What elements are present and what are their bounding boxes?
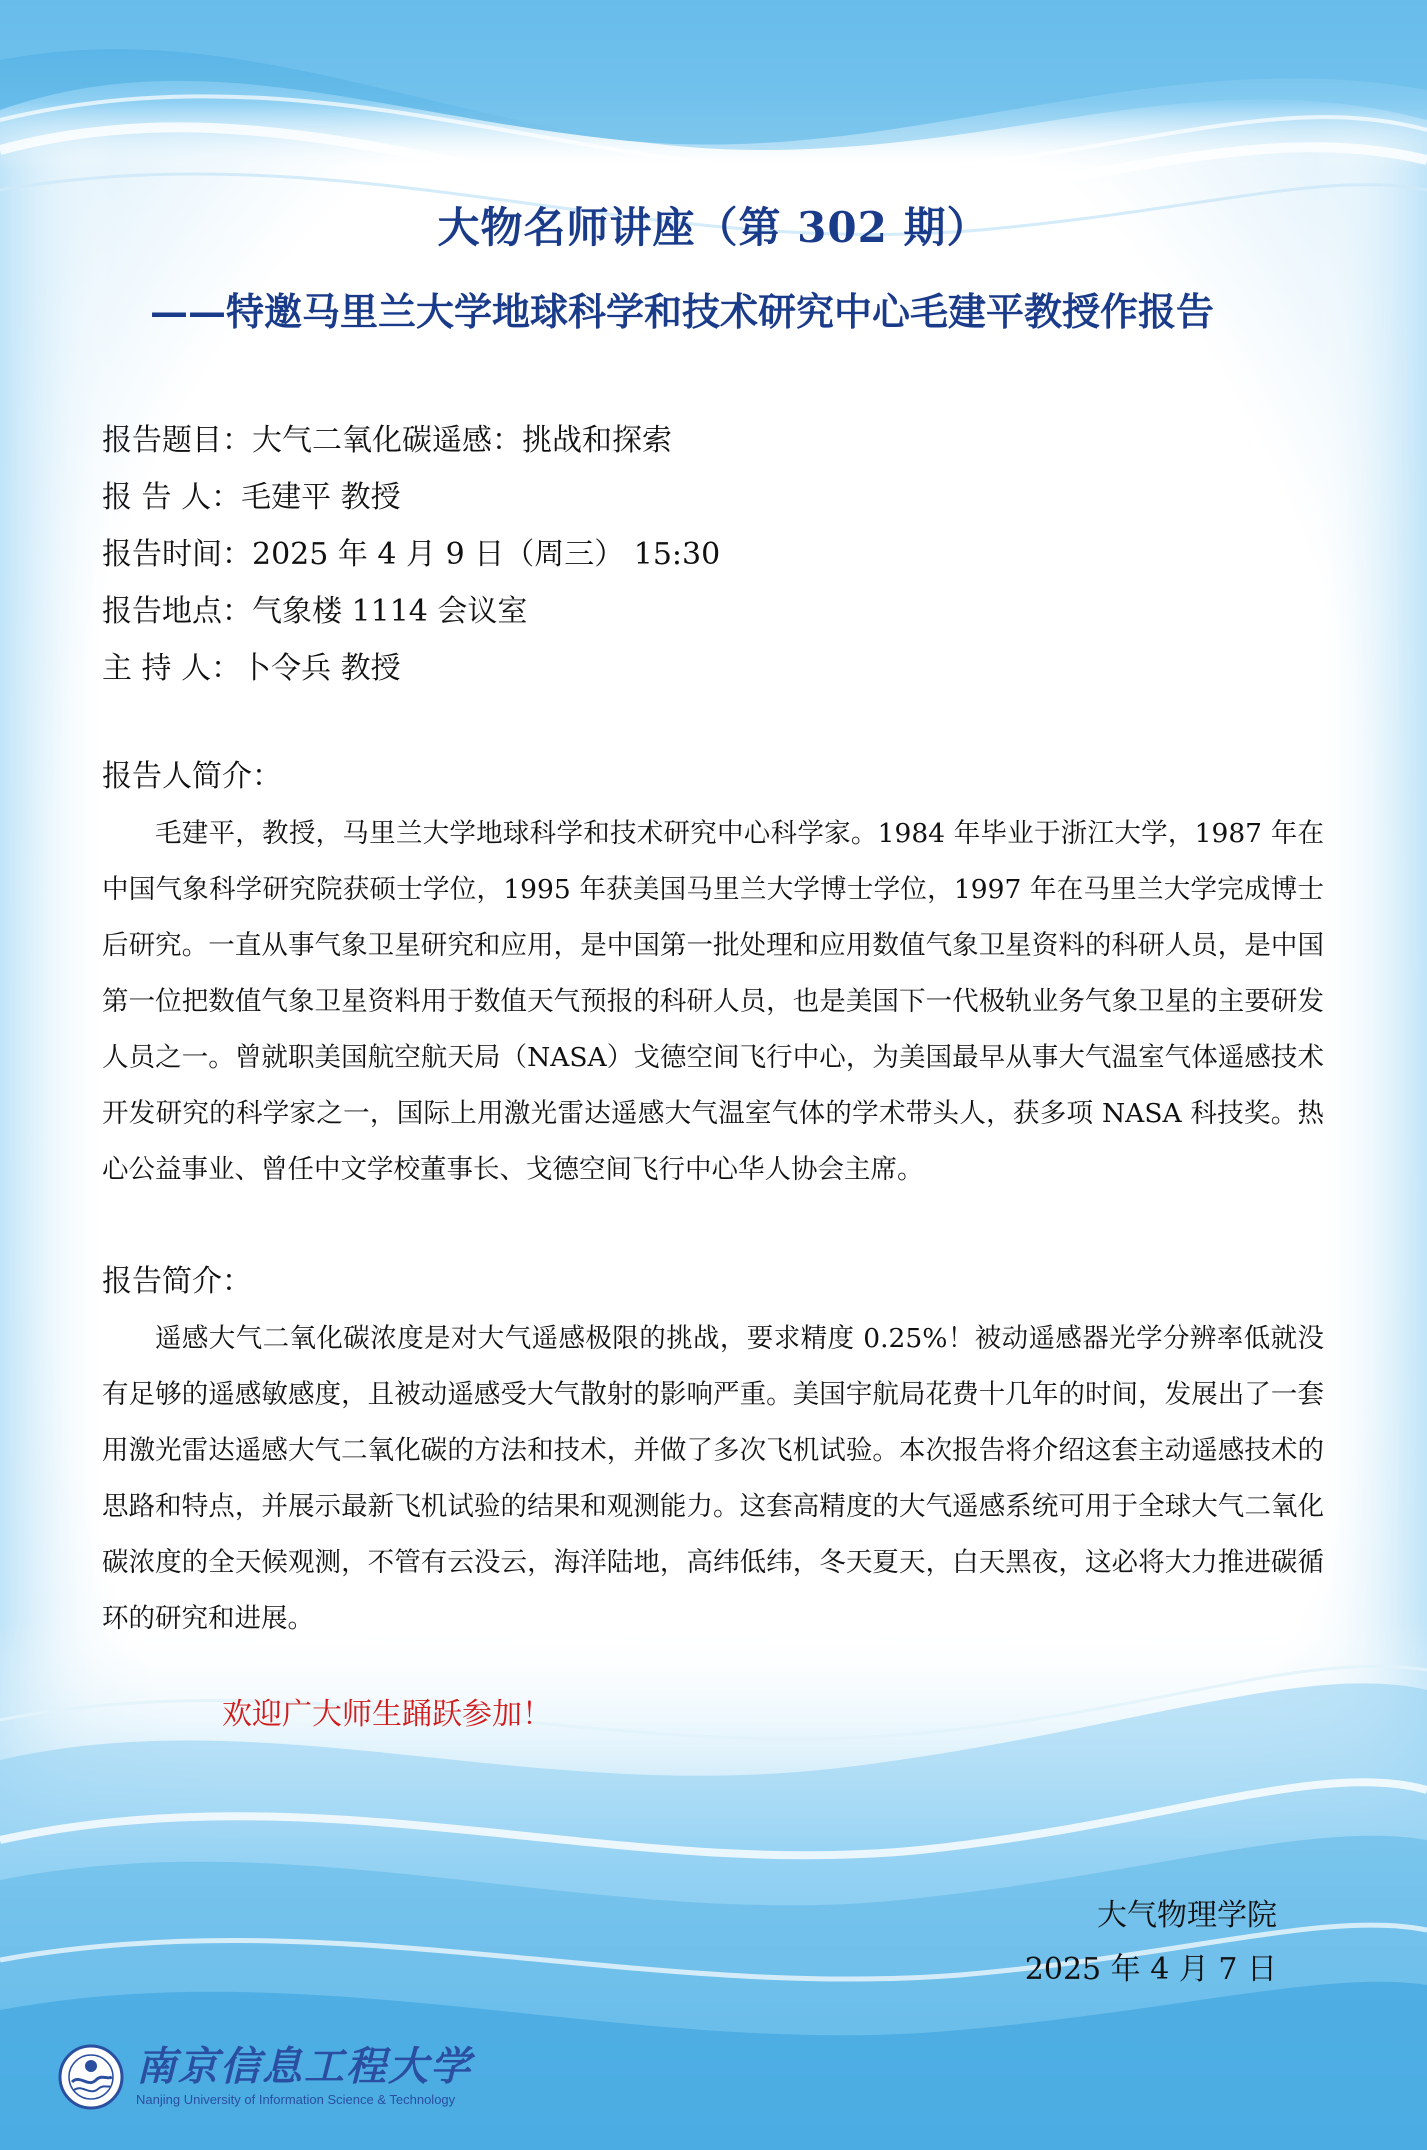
page-subtitle: ——特邀马里兰大学地球科学和技术研究中心毛建平教授作报告	[150, 289, 1215, 334]
welcome-message: 欢迎广大师生踊跃参加！	[222, 1697, 552, 1732]
info-host: 主 持 人：卜令兵 教授	[102, 651, 401, 686]
talk-abstract-text: 遥感大气二氧化碳浓度是对大气遥感极限的挑战，要求精度 0.25%！被动遥感器光学分辨率低就没有足够的遥感敏感度，且被动遥感受大气散射的影响严重。美国宇航局花费十几年的时间，发展出了一套用激光雷达遥感大气二氧化碳的方法和技术，并做了多次飞机试验。本次报告将介绍这套主动遥感技术的思路和特点，并展示最新飞机试验的结果和观测能力。这套高精度的大气遥感系统可用于全球大气二氧化碳浓度的全天候观测，不管有云没云，海洋陆地，高纬低纬，冬天夏天，白天黑夜，这必将大力推进碳循环的研究和进展。	[102, 1323, 1324, 1634]
lecture-info	[102, 412, 1332, 697]
university-emblem-icon	[58, 2044, 124, 2110]
university-name-cn: 南京信息工程大学	[136, 2043, 472, 2090]
university-name-en: Nanjing University of Information Science & Technology	[136, 2092, 456, 2107]
info-location: 报告地点：气象楼 1114 会议室	[102, 594, 528, 629]
signature-date: 2025 年 4 月 7 日	[1024, 1952, 1277, 1987]
talk-abstract-heading: 报告简介：	[102, 1264, 252, 1299]
speaker-bio-text: 毛建平，教授，马里兰大学地球科学和技术研究中心科学家。1984 年毕业于浙江大学，1987 年在中国气象科学研究院获硕士学位，1995 年获美国马里兰大学博士学位，1997 年在马里兰大学完成博士后研究。一直从事气象卫星研究和应用，是中国第一批处理和应用数值气象卫星资料的科研人员，是中国第一位把数值气象卫星资料用于数值天气预报的科研人员，也是美国下一代极轨业务气象卫星的主要研发人员之一。曾就职美国航空航天局（NASA）戈德空间飞行中心，为美国最早从事大气温室气体遥感技术开发研究的科学家之一，国际上用激光雷达遥感大气温室气体的学术带头人，获多项 NASA 科技奖。热心公益事业、曾任中文学校董事长、戈德空间飞行中心华人协会主席。	[102, 818, 1324, 1185]
page-title: 大物名师讲座（第 302 期）	[437, 203, 990, 252]
info-time: 报告时间：2025 年 4 月 9 日（周三） 15:30	[102, 537, 721, 572]
university-logo	[58, 2040, 478, 2120]
info-speaker: 报 告 人：毛建平 教授	[102, 480, 401, 515]
signature-org: 大气物理学院	[1097, 1898, 1277, 1933]
speaker-bio-heading: 报告人简介：	[102, 759, 282, 794]
info-topic: 报告题目：大气二氧化碳遥感：挑战和探索	[102, 423, 672, 458]
